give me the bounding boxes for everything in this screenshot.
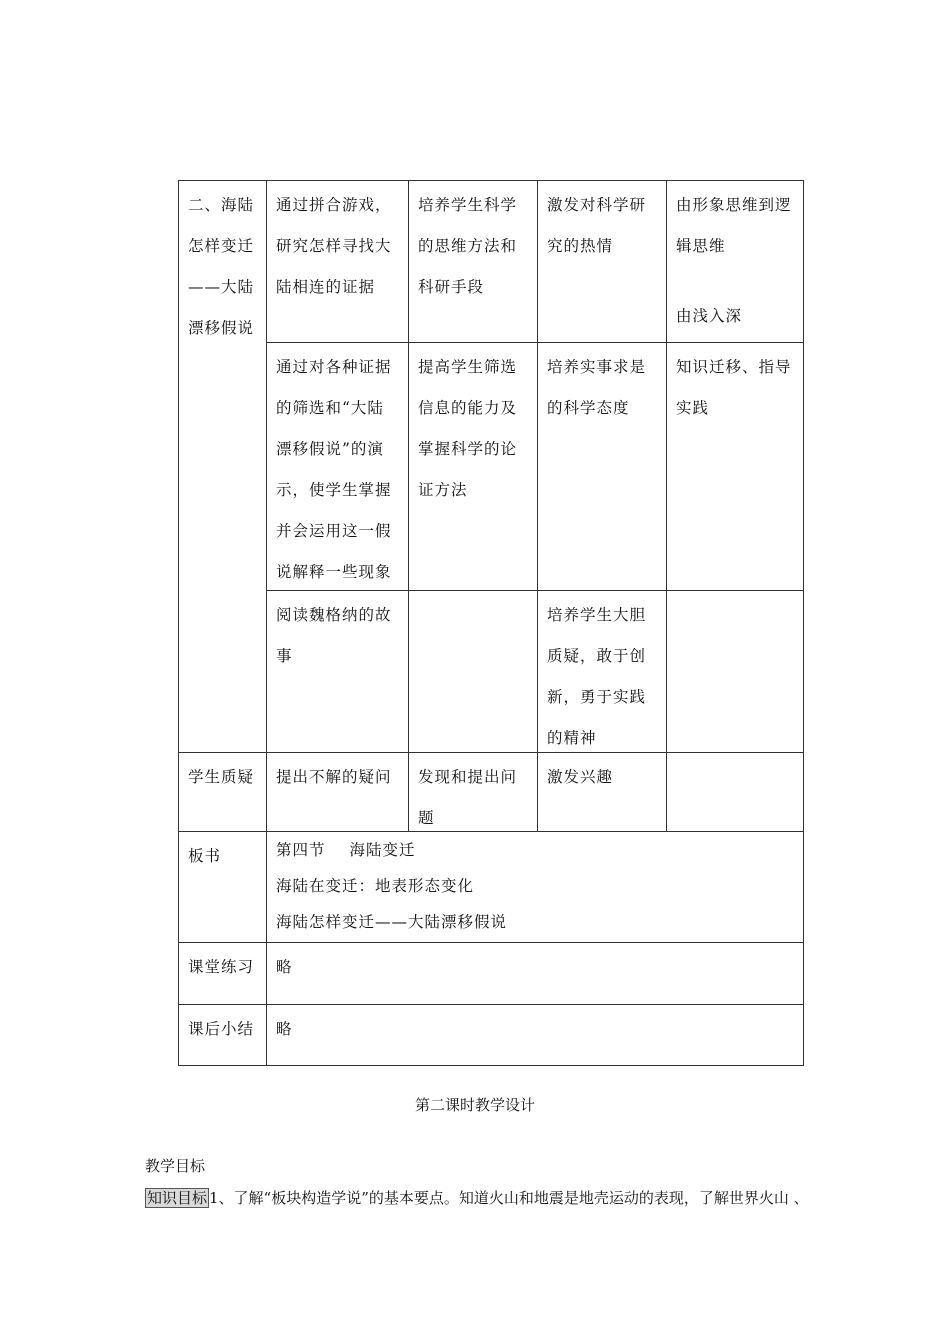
method-cell (667, 181, 803, 342)
knowledge-objective-tag: 知识目标 (147, 1189, 208, 1207)
method-text-1: 由形象思维到逻辑思维 (676, 196, 792, 255)
activity-cell: 通过对各种证据的筛选和“大陆漂移假说”的演示，使学生掌握并会运用这一假说解释一些现象 (276, 358, 392, 581)
activity-cell: 提出不解的疑问 (276, 768, 392, 786)
row-label-cell: 学生质疑 (188, 768, 255, 786)
objective-line (145, 1187, 809, 1208)
blackboard-line-3: 海陆怎样变迁——大陆漂移假说 (276, 913, 508, 931)
attitude-cell: 激发兴趣 (547, 768, 614, 786)
ability-cell: 发现和提出问题 (418, 768, 518, 827)
attitude-cell: 培养实事求是的科学态度 (547, 358, 647, 417)
attitude-cell: 激发对科学研究的热情 (547, 196, 647, 255)
ability-cell: 培养学生科学的思维方法和科研手段 (418, 196, 518, 296)
blackboard-line-2: 海陆在变迁：地表形态变化 (276, 877, 475, 895)
attitude-cell: 培养学生大胆质疑，敢于创新，勇于实践的精神 (547, 606, 647, 747)
row-label-cell: 板书 (188, 847, 222, 865)
content-cell: 略 (276, 1020, 293, 1038)
objectives-heading: 教学目标 (145, 1157, 206, 1175)
activity-cell: 阅读魏格纳的故事 (276, 606, 392, 665)
blackboard-line-1 (276, 832, 795, 868)
row-label-cell: 课后小结 (188, 1020, 255, 1038)
blackboard-section-no: 第四节 (276, 841, 326, 859)
method-cell: 知识迁移、指导实践 (676, 358, 792, 417)
objective-text: 1、了解“板块构造学说”的基本要点。知道火山和地震是地壳运动的表现，了解世界火山 、 (209, 1189, 809, 1207)
method-text-2: 由浅入深 (676, 307, 743, 325)
content-cell: 略 (276, 958, 293, 976)
section-title-cell: 二、海陆怎样变迁——大陆漂移假说 (188, 196, 255, 337)
activity-cell: 通过拼合游戏，研究怎样寻找大陆相连的证据 (276, 196, 392, 296)
row-label-cell: 课堂练习 (188, 958, 255, 976)
ability-cell: 提高学生筛选信息的能力及掌握科学的论证方法 (418, 358, 518, 499)
lesson-title: 第二课时教学设计 (414, 1096, 535, 1114)
blackboard-section-title: 海陆变迁 (349, 841, 416, 859)
blackboard-cell (267, 832, 803, 942)
